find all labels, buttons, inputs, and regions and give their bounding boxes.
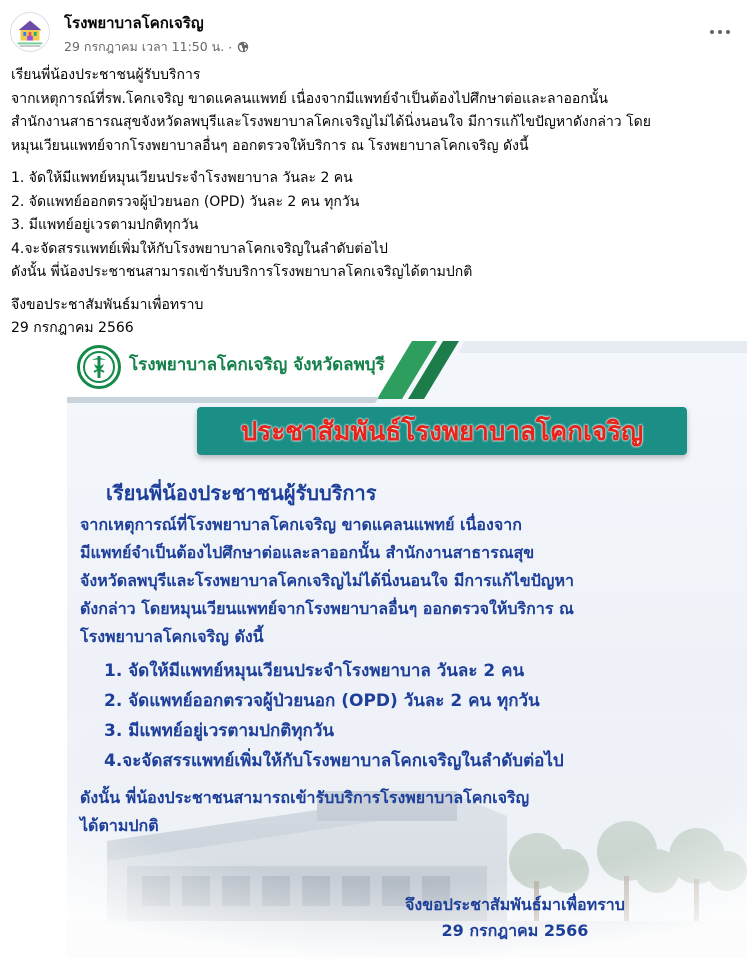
post-line: จากเหตุการณ์ที่รพ.โคกเจริญ ขาดแคลนแพทย์ เนื่องจากมีแพทย์จำเป็นต้องไปศึกษาต่อและลาออกนั้น — [11, 90, 608, 107]
spacer — [11, 285, 737, 294]
image-list — [104, 656, 564, 776]
post-timestamp[interactable]: 29 กรกฎาคม เวลา 11:50 น. — [64, 39, 225, 54]
image-list-item: 4.จะจัดสรรแพทย์เพิ่มให้กับโรงพยาบาลโคกเจริญในลำดับต่อไป — [104, 751, 564, 771]
page-avatar[interactable] — [10, 12, 50, 52]
post-list-item: 2. จัดแพทย์ออกตรวจผู้ป่วยนอก (OPD) วันละ 2 คน ทุกวัน — [11, 193, 360, 210]
image-body-line: จากเหตุการณ์ที่โรงพยาบาลโคกเจริญ ขาดแคลนแพทย์ เนื่องจาก — [80, 515, 522, 534]
image-list-item: 2. จัดแพทย์ออกตรวจผู้ป่วยนอก (OPD) วันละ 2 คน ทุกวัน — [104, 691, 540, 711]
image-greeting: เรียนพี่น้องประชาชนผู้รับบริการ — [106, 481, 377, 505]
image-signoff — [405, 892, 625, 944]
post-line: หมุนเวียนแพทย์จากโรงพยาบาลอื่นๆ ออกตรวจให้บริการ ณ โรงพยาบาลโคกเจริญ ดังนี้ — [11, 137, 529, 154]
banner-hospital-name: โรงพยาบาลโคกเจริญ จังหวัดลพบุรี — [129, 355, 385, 375]
image-conclusion — [80, 784, 529, 840]
image-conclusion-line: ได้ตามปกติ — [80, 816, 159, 835]
globe-icon[interactable] — [237, 41, 249, 53]
post-header — [0, 0, 748, 62]
announcement-title-bar — [197, 407, 687, 455]
more-options-icon — [710, 30, 714, 34]
image-signoff-text: จึงขอประชาสัมพันธ์มาเพื่อทราบ — [405, 895, 625, 914]
post-meta — [64, 37, 249, 57]
post-line: เรียนพี่น้องประชาชนผู้รับบริการ — [11, 67, 201, 83]
announcement-title: ประชาสัมพันธ์โรงพยาบาลโคกเจริญ — [240, 416, 644, 447]
image-body-line: จังหวัดลพบุรีและโรงพยาบาลโคกเจริญไม่ได้นิ่งนอนใจ มีการแก้ไขปัญหา — [80, 571, 574, 590]
post-list-item: 4.จะจัดสรรแพทย์เพิ่มให้กับโรงพยาบาลโคกเจริญในลำดับต่อไป — [11, 240, 388, 257]
post-list-item: ดังนั้น พี่น้องประชาชนสามารถเข้ารับบริการโรงพยาบาลโคกเจริญได้ตามปกติ — [11, 264, 473, 280]
post-image[interactable] — [67, 341, 747, 958]
image-signoff-date: 29 กรกฎาคม 2566 — [441, 921, 589, 940]
post-closing: จึงขอประชาสัมพันธ์มาเพื่อทราบ — [11, 296, 204, 313]
post-body — [11, 64, 737, 341]
image-list-item: 1. จัดให้มีแพทย์หมุนเวียนประจำโรงพยาบาล วันละ 2 คน — [104, 661, 525, 681]
more-options-button[interactable] — [703, 19, 737, 45]
health-caduceus-icon — [82, 350, 116, 384]
more-options-dot — [718, 30, 722, 34]
post-list-item: 3. มีแพทย์อยู่เวรตามปกติทุกวัน — [11, 217, 199, 233]
post-line: สำนักงานสาธารณสุขจังหวัดลพบุรีและโรงพยาบาลโคกเจริญไม่ได้นิ่งนอนใจ มีการแก้ไขปัญหาดังกล่าว โดย — [11, 114, 651, 130]
image-body-line: ดังกล่าว โดยหมุนเวียนแพทย์จากโรงพยาบาลอื่นๆ ออกตรวจให้บริการ ณ — [80, 599, 574, 618]
hospital-building-icon — [11, 13, 49, 51]
image-body-line: โรงพยาบาลโคกเจริญ ดังนี้ — [80, 627, 264, 646]
spacer — [11, 158, 737, 167]
meta-separator: · — [228, 39, 233, 55]
image-conclusion-line: ดังนั้น พี่น้องประชาชนสามารถเข้ารับบริการโรงพยาบาลโคกเจริญ — [80, 788, 530, 807]
image-body — [80, 511, 574, 651]
more-options-dot — [726, 30, 730, 34]
page-name[interactable]: โรงพยาบาลโคกเจริญ — [64, 14, 204, 32]
image-body-line: มีแพทย์จำเป็นต้องไปศึกษาต่อและลาออกนั้น สำนักงานสาธารณสุข — [80, 543, 535, 562]
post-date: 29 กรกฎาคม 2566 — [11, 320, 134, 336]
hospital-logo — [77, 345, 121, 389]
post-list-item: 1. จัดให้มีแพทย์หมุนเวียนประจำโรงพยาบาล วันละ 2 คน — [11, 170, 353, 186]
image-list-item: 3. มีแพทย์อยู่เวรตามปกติทุกวัน — [104, 721, 334, 741]
